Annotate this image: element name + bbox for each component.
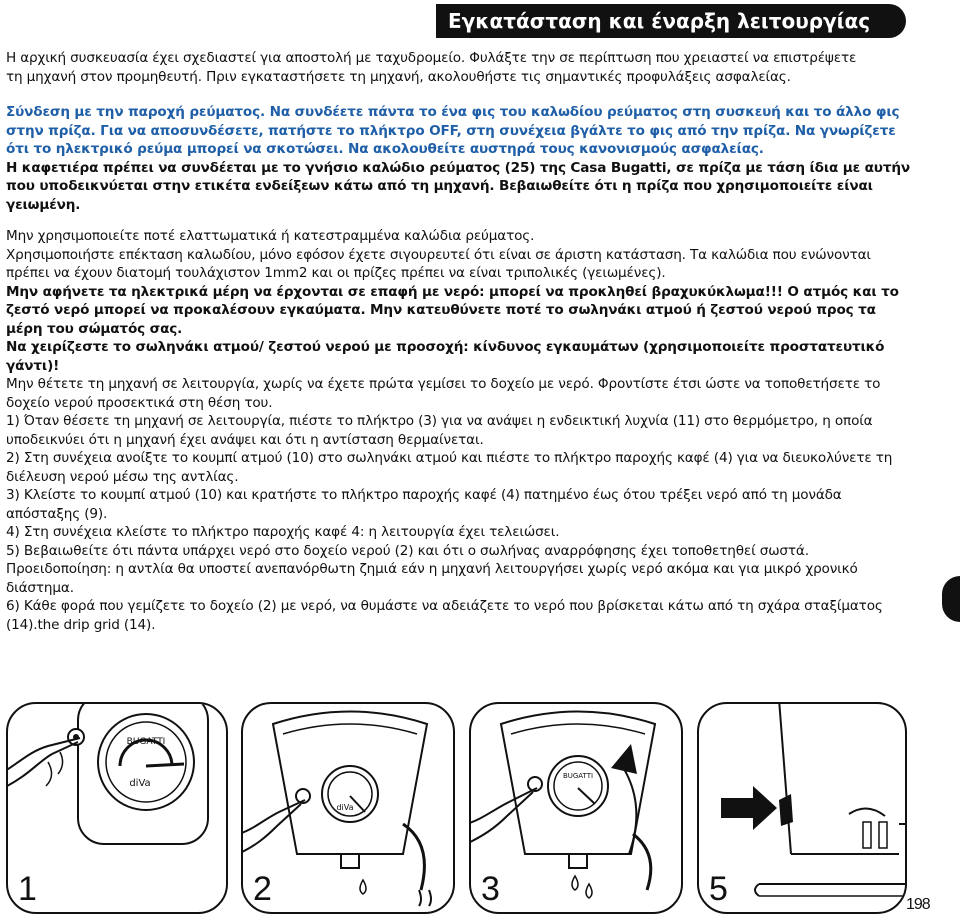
steam-warning: Να χειρίζεστε το σωληνάκι ατμού/ ζεστού νερού με προσοχή: κίνδυνος εγκαυμάτων (χρησιμοποιείτε προστατευτικό γάντι)! [6,339,885,374]
extension-note: Χρησιμοποιήστε επέκταση καλωδίου, μόνο εφόσον έχετε σιγουρευτεί ότι είναι σε άριστη κατάσταση. Τα καλώδια που ενώνονται πρέπει να έχουν διατομή τουλάχιστον 1mm2 και οι πρίζες πρέπει να είναι τριπολικές (γειωμένες). [6,246,871,281]
figure-3-number: 3 [481,870,500,908]
figure-panel-4 [697,702,907,914]
machine-close-steam-illustration [471,704,683,914]
step-3: 3) Κλείστε το κουμπί ατμού (10) και κρατήστε το πλήκτρο παροχής καφέ (4) πατημένο έως ότου τρέξει νερό από τη μονάδα απόσταξης (9). [6,487,842,522]
figure-4-number: 5 [709,870,728,908]
machine-front-illustration [8,704,228,914]
step-1: 1) Όταν θέσετε τη μηχανή σε λειτουργία, πιέστε το πλήκτρο (3) για να ανάψει η ενδεικτική λυχνία (11) στο θερμόμετρο, η οποία υποδεικνύει ότι η μηχανή έχει ανάψει και ότι η αντίσταση θερμαίνεται. [6,413,873,448]
gauge-model-label: diVa [129,778,151,789]
gauge-brand-label: BUGATTI [562,772,594,780]
damaged-cables-note: Μην χρησιμοποιείτε ποτέ ελαττωματικά ή κατεστραμμένα καλώδια ρεύματος. [6,228,535,244]
section-title-bar [436,4,906,38]
fill-tank-note: Μην θέτετε τη μηχανή σε λειτουργία, χωρίς να έχετε πρώτα γεμίσει το δοχείο με νερό. Φροντίστε έτσι ώστε να τοποθετήσετε το δοχείο νερού προσεκτικά στη θέση του. [6,376,881,411]
figure-panel-2 [241,702,455,914]
power-cable-note: Η καφετιέρα πρέπει να συνδέεται με το γνήσιο καλώδιο ρεύματος (25) της Casa Bugatti, σε πρίζα με τάση ίδια με αυτήν που υποδεικνύεται στην ετικέτα ενδείξεων κάτω από τη μηχανή. Βεβαιωθείτε ότι η πρίζα που χρησιμοποιείτε είναι γειωμένη. [6,159,910,213]
intro-line-2: τη μηχανή στον προμηθευτή. Πριν εγκαταστήσετε τη μηχανή, ακολουθήστε τις σημαντικές προφυλάξεις ασφαλείας. [6,68,791,85]
gauge-model-label: diVa [336,803,354,812]
gauge-brand-label: BUGATTI [126,737,166,747]
figure-panel-1 [6,702,228,914]
page-number: 198 [906,896,930,913]
push-arrow-icon [721,786,777,830]
section-tab-marker [942,576,960,622]
water-drop-icon [572,876,578,890]
figure-1-number: 1 [18,870,37,908]
step-4: 4) Στη συνέχεια κλείστε το πλήκτρο παροχής καφέ 4: η λειτουργία έχει τελειώσει. [6,524,560,540]
water-drop-icon [360,880,366,894]
main-text [6,49,910,634]
caution-note: Προειδοποίηση: η αντλία θα υποστεί ανεπανόρθωτη ζημιά εάν η μηχανή λειτουργήσει χωρίς νερό ακόμα και για μικρό χρονικό διάστημα. [6,561,858,596]
step-5: 5) Βεβαιωθείτε ότι πάντα υπάρχει νερό στο δοχείο νερού (2) και ότι ο σωλήνας αναρρόφησης έχει τοποθετηθεί σωστά. [6,542,809,559]
drip-grid-icon [779,794,793,826]
power-section [6,103,910,159]
step-6: 6) Κάθε φορά που γεμίζετε το δοχείο (2) με νερό, να θυμάστε να αδειάζετε το νερό που βρίσκεται κάτω από τη σχάρα σταξίματος (14).the drip grid (14). [6,598,883,633]
step-2: 2) Στη συνέχεια ανοίξτε το κουμπί ατμού (10) στο σωληνάκι ατμού και πιέστε το πλήκτρο παροχής καφέ (4) για να διευκολύνετε τη διέλευση νερού μέσω της αντλίας. [6,450,893,485]
water-warning: Μην αφήνετε τα ηλεκτρικά μέρη να έρχονται σε επαφή με νερό: μπορεί να προκληθεί βραχυκύκλωμα!!! Ο ατμός και το ζεστό νερό μπορεί να προκαλέσουν εγκαύματα. Μην κατευθύνετε ποτέ το σωληνάκι ατμού ή ζεστού νερού προς τα μέρη του σώματός σας. [6,283,899,337]
section-title: Εγκατάσταση και έναρξη λειτουργίας [448,9,871,33]
hand-finger-icon [8,738,80,772]
figure-2-number: 2 [253,870,272,908]
power-heading: Σύνδεση με την παροχή ρεύματος. [6,104,266,120]
intro-line-1: Η αρχική συσκευασία έχει σχεδιαστεί για αποστολή με ταχυδρομείο. Φυλάξτε την σε περίπτωση που χρειαστεί να επιστρέψετε [6,50,857,66]
figure-panel-3 [469,702,683,914]
drip-tray-illustration [699,704,907,914]
power-warning: Να συνδέετε πάντα το ένα φις του καλωδίου ρεύματος στη συσκευή και το άλλο φις στην πρίζα. Για να αποσυνδέσετε, πατήστε το πλήκτρο OFF, στη συνέχεια βγάλτε το φις από την πρίζα. Να γνωρίζετε ότι το ηλεκτρικό ρεύμα μπορεί να σκοτώσει. Να ακολουθείτε αυστηρά τους κανονισμούς ασφαλείας. [6,104,900,157]
machine-steam-illustration [243,704,455,914]
